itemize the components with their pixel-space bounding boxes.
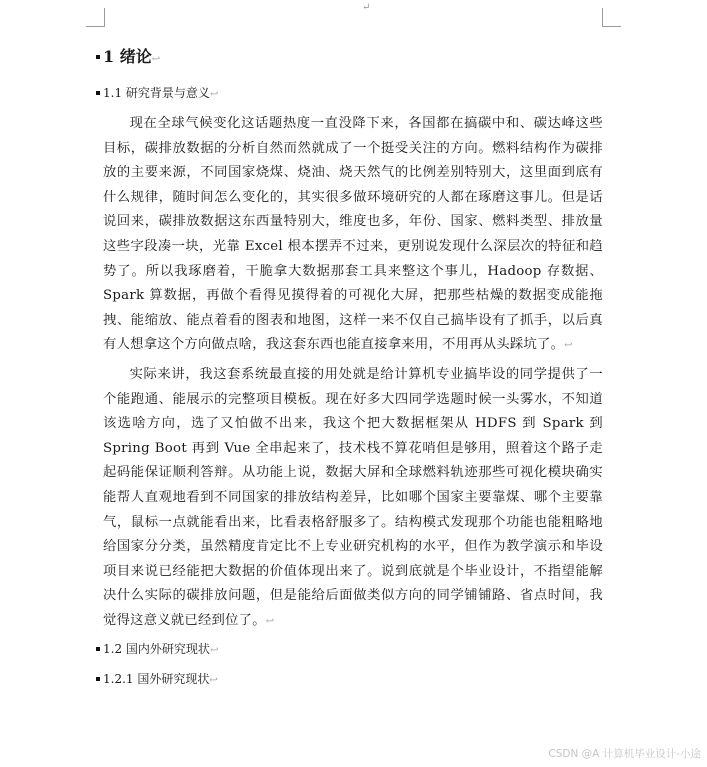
paragraph-mark: ↩ [151, 54, 161, 65]
paragraph-mark: ↩ [209, 89, 219, 100]
paragraph-mark: ↩ [265, 615, 275, 627]
section-title: 国内外研究现状 [125, 642, 210, 657]
paragraph-text: 现在全球气候变化这话题热度一直没降下来，各国都在搞碳中和、碳达峰这些目标，碳排放数据的分析自然而然就成了一个挺受关注的方向。燃料结构作为碳排放的主要来源，不同国家烧煤、烧油、烧天然气的比例差别特别大，这里面到底有什么规律，随时间怎么变化的，其实很多做环境研究的人都在琢磨这事儿。但是话说回来，碳排放数据这东西量特别大，维度也多，年份、国家、燃料类型、排放量这些字段凑一块，光靠 Excel 根本摆弄不过来，更别说发现什么深层次的特征和趋势了。所以我琢磨着，干脆拿大数据那套工具来整这个事儿，Hadoop 存数据、Spark 算数据，再做个看得见摸得着的可视化大屏，把那些枯燥的数据变成能拖拽、能缩放、能点着看的图表和地图，这样一来不仅自己搞毕设有了抓手，以后真有人想拿这个方向做点啥，我这套东西也能直接拿来用，不用再从头踩坑了。 [103, 116, 603, 353]
section-number: 1.1 [103, 86, 123, 100]
chapter-heading[interactable] [103, 44, 603, 70]
body-paragraph-2[interactable] [103, 363, 603, 635]
chapter-number: 1 [103, 47, 115, 66]
heading-bullet [96, 677, 100, 681]
paragraph-mark: ↩ [209, 675, 218, 687]
chapter-title: 绪论 [119, 47, 152, 66]
paragraph-text: 实际来讲，我这套系统最直接的用处就是给计算机专业搞毕设的同学提供了一个能跑通、能展示的完整项目模板。现在好多大四同学选题时候一头雾水，不知道该选啥方向，选了又怕做不出来，我这个把大数据框架从 HDFS 到 Spark 到 Spring Boot 再到 Vue 全串起来了，技术栈不算花哨但是够用，照着这个路子走起码能保证顺利答辩。从功能上说，数据大屏和全球燃料轨迹那些可视化模块确实能帮人直观地看到不同国家的排放结构差异，比如哪个国家主要靠煤、哪个主要靠气，鼠标一点就能看出来，比看表格舒服多了。结构模式发现那个功能也能粗略地给国家分分类，虽然精度肯定比不上专业研究机构的水平，但作为教学演示和毕设项目来说已经能把大数据的价值体现出来了。说到底就是个毕业设计，不指望能解决什么实际的碳排放问题，但是能给后面做类似方向的同学铺铺路、省点时间，我觉得这意义就已经到位了。 [103, 366, 603, 628]
section-number: 1.2 [103, 642, 123, 657]
heading-bullet [96, 55, 100, 59]
section-heading-background[interactable] [103, 82, 603, 104]
paragraph-mark: ↩ [209, 645, 219, 657]
csdn-watermark: CSDN @A 计算机毕业设计-小途 [548, 748, 701, 760]
subsection-heading-foreign[interactable] [103, 668, 603, 690]
section-heading-status[interactable] [103, 638, 603, 660]
section-title: 研究背景与意义 [125, 86, 210, 100]
paragraph-mark: ↩ [564, 340, 573, 352]
heading-bullet [96, 647, 100, 651]
subsection-title: 国外研究现状 [137, 672, 210, 687]
body-paragraph-1[interactable] [103, 112, 603, 359]
page-corner-top-right [602, 8, 621, 27]
heading-bullet [96, 91, 100, 95]
subsection-number: 1.2.1 [103, 672, 134, 687]
page-corner-top-left [86, 8, 105, 27]
header-paragraph-mark: ↵ [362, 2, 371, 13]
document-page [103, 44, 603, 690]
